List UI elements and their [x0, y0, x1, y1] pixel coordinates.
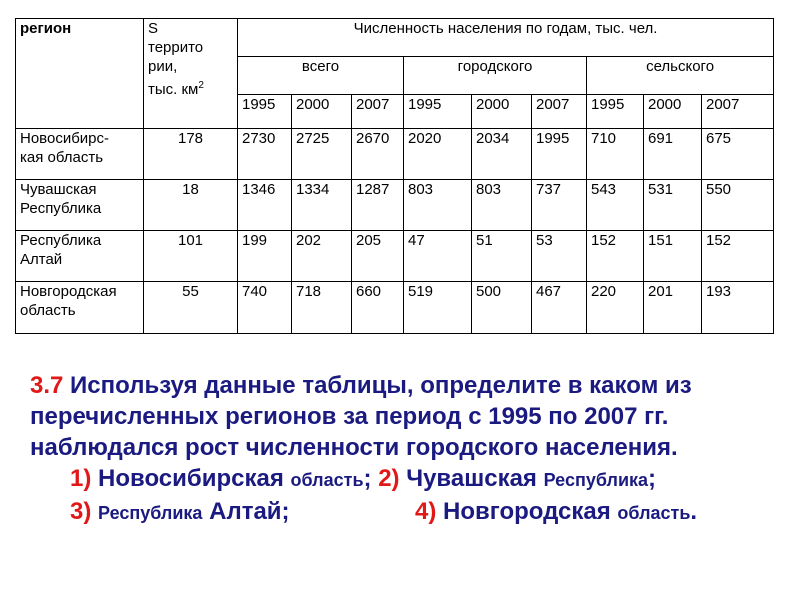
- table-cell: 718: [292, 282, 352, 334]
- options-line-2: [30, 496, 770, 529]
- question-number: 3.7: [30, 372, 64, 399]
- header-year: 1995: [238, 95, 292, 129]
- options-line-1: [30, 463, 770, 496]
- question-text: Используя данные таблицы, определите в каком из перечисленных регионов за период с 1995 по 2007 гг. наблюдался рост численности городского населения.: [30, 372, 692, 461]
- table-cell: 152: [702, 231, 774, 282]
- table-cell: 201: [644, 282, 702, 334]
- region-area: 55: [144, 282, 238, 334]
- header-year: 2007: [532, 95, 587, 129]
- table-cell: 467: [532, 282, 587, 334]
- table-row: [16, 231, 774, 282]
- table-cell: 1334: [292, 180, 352, 231]
- region-name: Республика Алтай: [16, 231, 144, 282]
- table-cell: 2725: [292, 129, 352, 180]
- region-area: 178: [144, 129, 238, 180]
- population-table: [15, 18, 774, 334]
- header-area: S террито рии, тыс. $км^2$: [144, 19, 238, 129]
- option-4[interactable]: 4) Новгородская область.: [415, 498, 698, 525]
- region-name: Новосибирс- кая область: [16, 129, 144, 180]
- table-row: [16, 180, 774, 231]
- table-cell: 519: [404, 282, 472, 334]
- table-cell: 193: [702, 282, 774, 334]
- table-cell: 47: [404, 231, 472, 282]
- header-population: Численность населения по годам, тыс. чел.: [238, 19, 774, 57]
- table-cell: 737: [532, 180, 587, 231]
- table-cell: 202: [292, 231, 352, 282]
- table-cell: 543: [587, 180, 644, 231]
- table-cell: 500: [472, 282, 532, 334]
- table-cell: 803: [404, 180, 472, 231]
- table-cell: 550: [702, 180, 774, 231]
- header-year: 2000: [292, 95, 352, 129]
- table-cell: 53: [532, 231, 587, 282]
- region-area: 101: [144, 231, 238, 282]
- header-year: 1995: [404, 95, 472, 129]
- table-cell: 1995: [532, 129, 587, 180]
- table-cell: 740: [238, 282, 292, 334]
- question-block: [30, 370, 770, 529]
- header-year: 2007: [702, 95, 774, 129]
- option-3[interactable]: 3) Республика Алтай;: [70, 498, 290, 525]
- table-cell: 199: [238, 231, 292, 282]
- option-2[interactable]: 2) Чувашская Республика;: [378, 465, 657, 492]
- table-cell: 2020: [404, 129, 472, 180]
- region-area: 18: [144, 180, 238, 231]
- option-1[interactable]: 1) Новосибирская область;: [70, 465, 372, 492]
- table-cell: 51: [472, 231, 532, 282]
- table-row: [16, 129, 774, 180]
- table-cell: 220: [587, 282, 644, 334]
- table-cell: 2670: [352, 129, 404, 180]
- table-cell: 1287: [352, 180, 404, 231]
- header-year: 1995: [587, 95, 644, 129]
- header-region: регион: [16, 19, 144, 129]
- table-cell: 2730: [238, 129, 292, 180]
- header-year: 2000: [644, 95, 702, 129]
- table-row: [16, 282, 774, 334]
- table-cell: 2034: [472, 129, 532, 180]
- header-group-rural: сельского: [587, 57, 774, 95]
- table-cell: 710: [587, 129, 644, 180]
- table-cell: 691: [644, 129, 702, 180]
- table-cell: 152: [587, 231, 644, 282]
- header-group-urban: городского: [404, 57, 587, 95]
- table-cell: 151: [644, 231, 702, 282]
- header-group-total: всего: [238, 57, 404, 95]
- table-cell: 803: [472, 180, 532, 231]
- table-cell: 675: [702, 129, 774, 180]
- table-cell: 1346: [238, 180, 292, 231]
- table-cell: 531: [644, 180, 702, 231]
- header-year: 2007: [352, 95, 404, 129]
- table-cell: 660: [352, 282, 404, 334]
- header-year: 2000: [472, 95, 532, 129]
- table-cell: 205: [352, 231, 404, 282]
- region-name: Чувашская Республика: [16, 180, 144, 231]
- region-name: Новгородская область: [16, 282, 144, 334]
